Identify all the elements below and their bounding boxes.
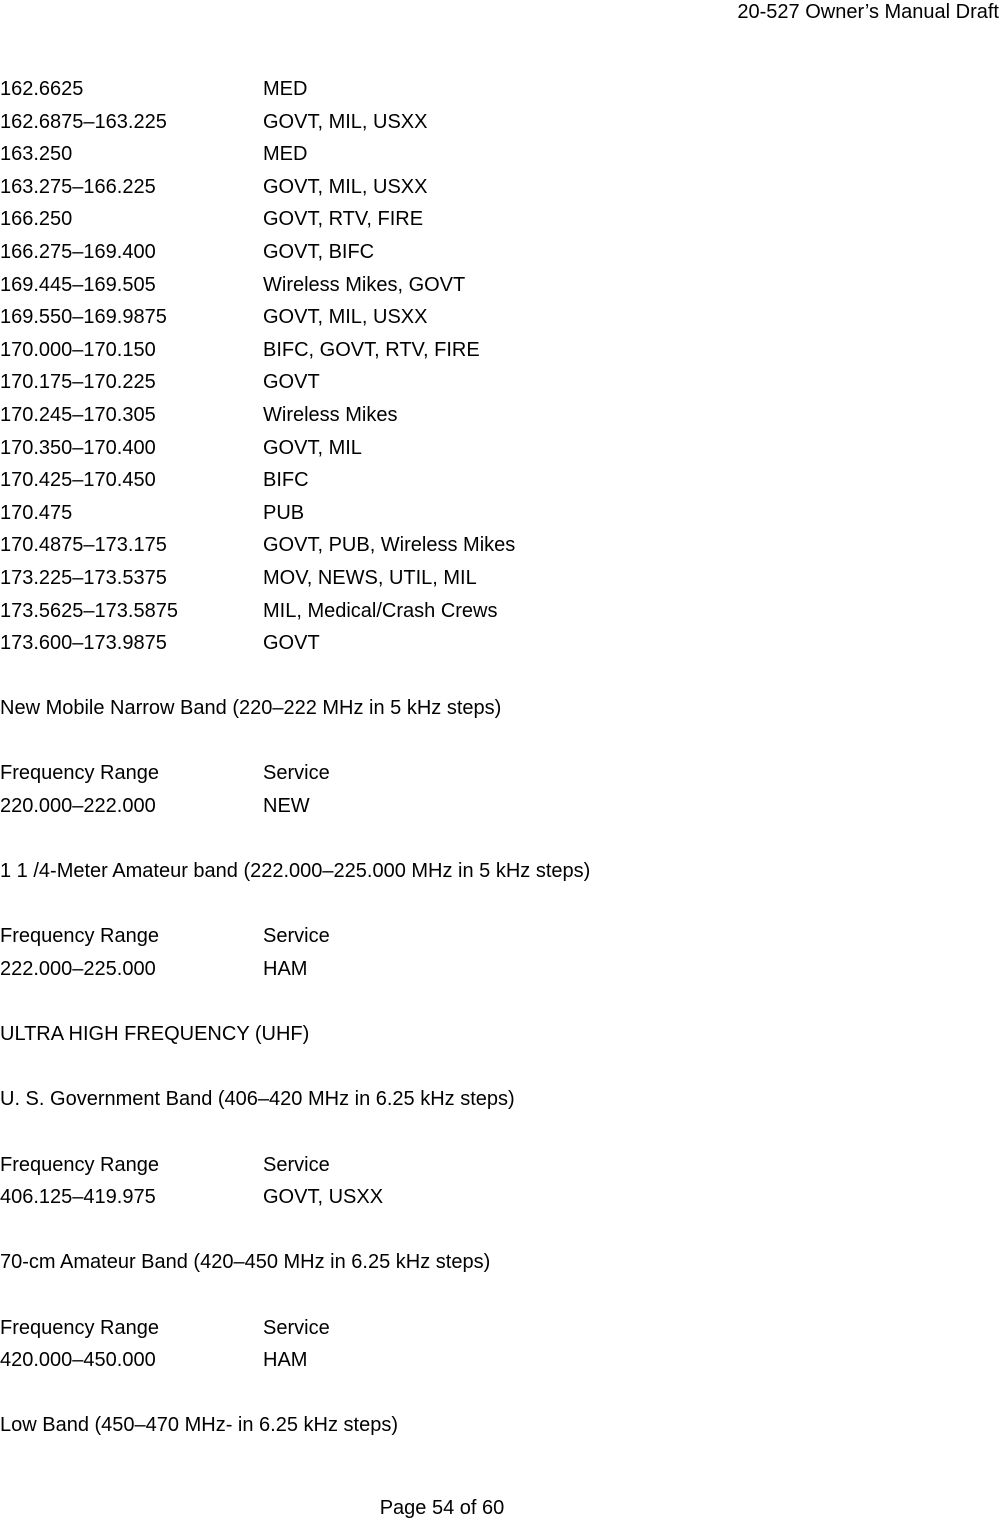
table-row (0, 238, 1001, 271)
table-row (0, 368, 1001, 401)
table-row (0, 140, 1001, 173)
frequency-cell: 170.000–170.150 (0, 338, 156, 361)
service-cell: BIFC (263, 469, 309, 492)
service-cell: Wireless Mikes (263, 403, 398, 426)
table-row (0, 205, 1001, 238)
column-header-service: Service (263, 1316, 330, 1339)
section-title-uhf: ULTRA HIGH FREQUENCY (UHF) (0, 1023, 310, 1046)
frequency-cell: 220.000–222.000 (0, 795, 156, 818)
service-cell: NEW (263, 795, 310, 818)
frequency-cell: 170.475 (0, 501, 73, 524)
frequency-cell: 166.275–169.400 (0, 240, 156, 263)
service-cell: BIFC, GOVT, RTV, FIRE (263, 338, 480, 361)
service-cell: GOVT, MIL (263, 436, 362, 459)
frequency-table-top (0, 75, 1001, 662)
page-number: Page 54 of 60 (379, 1497, 505, 1519)
column-header-frequency: Frequency Range (0, 925, 159, 948)
table-row (0, 336, 1001, 369)
table-row (0, 1183, 1001, 1216)
table-row (0, 303, 1001, 336)
service-cell: GOVT (263, 371, 320, 394)
table-row (0, 597, 1001, 630)
table-row (0, 466, 1001, 499)
frequency-cell: 173.600–173.9875 (0, 632, 167, 655)
frequency-cell: 420.000–450.000 (0, 1349, 156, 1372)
service-cell: GOVT (263, 632, 320, 655)
frequency-cell: 163.275–166.225 (0, 175, 156, 198)
service-cell: GOVT, PUB, Wireless Mikes (263, 534, 516, 557)
table-row (0, 955, 1001, 988)
document-body (0, 75, 1001, 1444)
frequency-cell: 170.245–170.305 (0, 403, 156, 426)
column-header-service: Service (263, 1153, 330, 1176)
column-header-service: Service (263, 925, 330, 948)
frequency-cell: 170.175–170.225 (0, 371, 156, 394)
table-row (0, 629, 1001, 662)
table-row (0, 401, 1001, 434)
frequency-cell: 173.5625–173.5875 (0, 599, 178, 622)
column-header-frequency: Frequency Range (0, 1316, 159, 1339)
frequency-cell: 406.125–419.975 (0, 1186, 156, 1209)
service-cell: GOVT, MIL, USXX (263, 110, 428, 133)
frequency-cell: 170.350–170.400 (0, 436, 156, 459)
frequency-cell: 169.445–169.505 (0, 273, 156, 296)
table-row (0, 271, 1001, 304)
service-cell: MOV, NEWS, UTIL, MIL (263, 566, 477, 589)
table-row (0, 173, 1001, 206)
table-header-row (0, 922, 1001, 955)
section-title-amateur-70: 70-cm Amateur Band (420–450 MHz in 6.25 kHz steps) (0, 1251, 491, 1274)
table-row (0, 499, 1001, 532)
table-row (0, 108, 1001, 141)
document-header-title: 20-527 Owner’s Manual Draft (737, 1, 999, 23)
frequency-cell: 170.4875–173.175 (0, 534, 167, 557)
service-cell: GOVT, USXX (263, 1186, 384, 1209)
service-cell: PUB (263, 501, 305, 524)
section-title-gov-band: U. S. Government Band (406–420 MHz in 6.25 kHz steps) (0, 1088, 515, 1111)
column-header-frequency: Frequency Range (0, 762, 159, 785)
frequency-cell: 162.6625 (0, 78, 84, 100)
frequency-cell: 162.6875–163.225 (0, 110, 167, 133)
table-header-row (0, 759, 1001, 792)
service-cell: HAM (263, 958, 308, 981)
table-header-row (0, 1151, 1001, 1184)
service-cell: GOVT, MIL, USXX (263, 306, 428, 329)
section-title-low-band: Low Band (450–470 MHz- in 6.25 kHz steps) (0, 1414, 398, 1437)
service-cell: MED (263, 78, 308, 100)
service-cell: HAM (263, 1349, 308, 1372)
table-row (0, 564, 1001, 597)
service-cell: GOVT, BIFC (263, 240, 375, 263)
service-cell: MIL, Medical/Crash Crews (263, 599, 498, 622)
frequency-cell: 169.550–169.9875 (0, 306, 167, 329)
service-cell: Wireless Mikes, GOVT (263, 273, 466, 296)
table-row (0, 792, 1001, 825)
service-cell: GOVT, MIL, USXX (263, 175, 428, 198)
frequency-cell: 222.000–225.000 (0, 958, 156, 981)
column-header-frequency: Frequency Range (0, 1153, 159, 1176)
section-title-amateur-125: 1 1 /4-Meter Amateur band (222.000–225.000 MHz in 5 kHz steps) (0, 860, 591, 883)
table-row (0, 75, 1001, 108)
table-header-row (0, 1314, 1001, 1347)
frequency-cell: 170.425–170.450 (0, 469, 156, 492)
section-title-narrow-band: New Mobile Narrow Band (220–222 MHz in 5 kHz steps) (0, 697, 502, 720)
service-cell: MED (263, 143, 308, 166)
column-header-service: Service (263, 762, 330, 785)
table-row (0, 434, 1001, 467)
frequency-cell: 173.225–173.5375 (0, 566, 167, 589)
frequency-cell: 163.250 (0, 143, 73, 166)
service-cell: GOVT, RTV, FIRE (263, 208, 424, 231)
table-row (0, 1346, 1001, 1379)
frequency-cell: 166.250 (0, 208, 73, 231)
table-row (0, 531, 1001, 564)
